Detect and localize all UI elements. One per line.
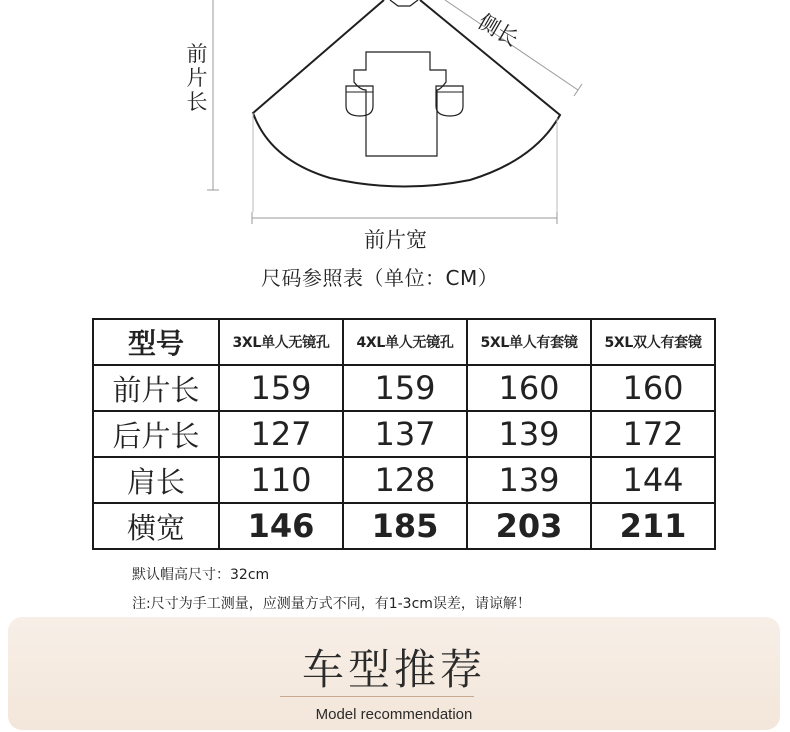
recommendation-banner (8, 617, 780, 730)
left-pocket (346, 86, 373, 116)
model-header: 型号 (93, 319, 219, 365)
table-cell: 128 (343, 457, 467, 503)
neck-opening (390, 0, 418, 6)
front-length-label: 前片长 (186, 42, 208, 114)
front-width-label: 前片宽 (364, 228, 427, 252)
table-cell: 159 (219, 365, 343, 411)
table-cell: 137 (343, 411, 467, 457)
table-cell: 185 (343, 503, 467, 549)
column-header: 5XL双人有套镜 (591, 319, 715, 365)
table-cell: 144 (591, 457, 715, 503)
table-row (93, 503, 715, 549)
column-header: 4XL单人无镜孔 (343, 319, 467, 365)
column-header: 5XL单人有套镜 (467, 319, 591, 365)
banner-subtitle: Model recommendation (315, 706, 473, 723)
center-panel (354, 52, 446, 156)
table-row (93, 457, 715, 503)
table-cell: 172 (591, 411, 715, 457)
side-length-label: 侧长 (474, 9, 523, 52)
table-cell: 159 (343, 365, 467, 411)
row-header: 后片长 (93, 411, 219, 457)
row-header: 前片长 (93, 365, 219, 411)
table-header-row (93, 319, 715, 365)
banner-title: 车型推荐 (301, 645, 486, 694)
measurement-disclaimer: 注:尺寸为手工测量，应测量方式不同，有1-3cm误差，请谅解！ (132, 596, 531, 612)
right-pocket (436, 86, 463, 116)
table-row (93, 411, 715, 457)
column-header: 3XL单人无镜孔 (219, 319, 343, 365)
size-table (92, 318, 716, 550)
size-table-title: 尺码参照表（单位：CM） (261, 266, 499, 290)
table-cell: 139 (467, 411, 591, 457)
hat-size-note: 默认帽高尺寸：32cm (132, 567, 270, 583)
table-cell: 211 (591, 503, 715, 549)
table-cell: 160 (467, 365, 591, 411)
table-cell: 139 (467, 457, 591, 503)
table-cell: 110 (219, 457, 343, 503)
table-row (93, 365, 715, 411)
table-cell: 146 (219, 503, 343, 549)
banner-divider (280, 696, 474, 697)
table-cell: 203 (467, 503, 591, 549)
table-cell: 127 (219, 411, 343, 457)
row-header: 横宽 (93, 503, 219, 549)
row-header: 肩长 (93, 457, 219, 503)
table-cell: 160 (591, 365, 715, 411)
